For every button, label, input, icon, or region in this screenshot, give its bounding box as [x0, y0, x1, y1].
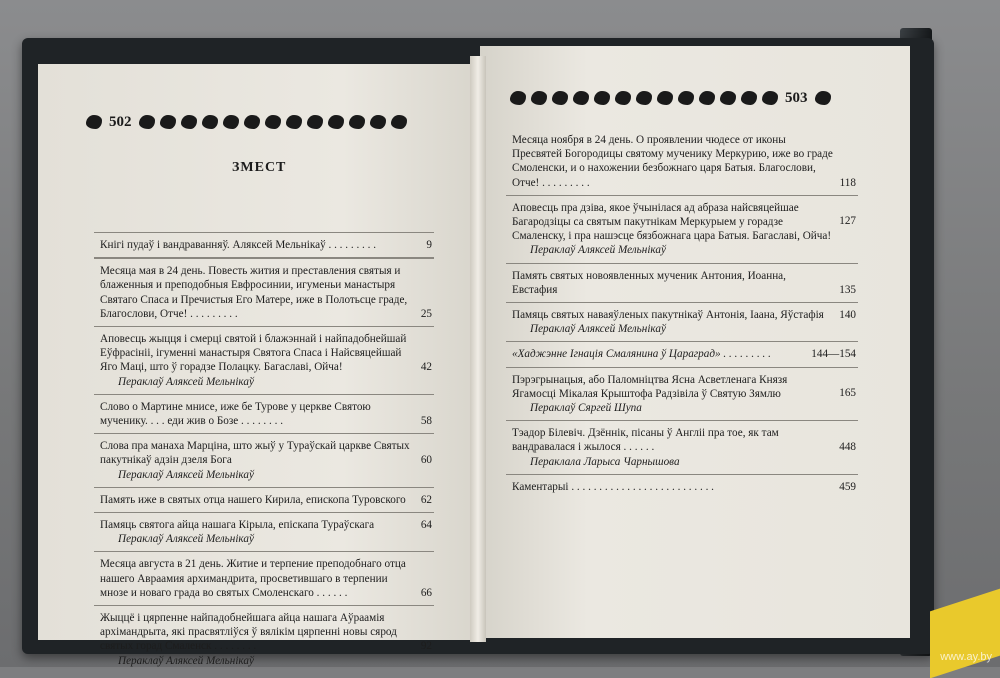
toc-entry-page: 92 — [420, 639, 432, 652]
toc-entry-translator: Пераклаў Аляксей Мельнікаў — [118, 654, 254, 667]
toc-entry-page: 25 — [420, 307, 432, 320]
ornament-icon — [615, 91, 631, 105]
toc-entry — [94, 605, 434, 673]
toc-entry-title: Аповесць жыцця і смерці святой і блажэннай і найпадобнейшай Еўфрасініі, ігуменні манастыря Святога Спаса і Найсвяцейшай Яго Маці, што ў горадзе Полацку. Багаславі, Ойча! — [100, 333, 407, 374]
toc-entry-title: Каментарыі . . . . . . . . . . . . . . . . . . . . . . . . . . — [512, 480, 714, 493]
toc-entry-translator: Пераклала Ларыса Чарнышова — [530, 455, 680, 468]
toc-entry-page: 60 — [420, 453, 432, 466]
ornament-icon — [552, 91, 568, 105]
toc-entry-title: Кнігі пудаў і вандраванняў. Аляксей Мельнікаў . . . . . . . . . — [100, 239, 377, 251]
toc-entry — [94, 326, 434, 394]
ornament-icon — [265, 115, 281, 129]
ornament-icon — [720, 91, 736, 105]
ornament-icon — [573, 91, 589, 105]
toc-entry — [506, 195, 858, 263]
toc-entry-translator: Пераклаў Аляксей Мельнікаў — [118, 533, 254, 546]
ornament-icon — [531, 91, 547, 105]
toc-entry-title: Жыццё і цярпенне найпадобнейшага айца нашага Аўраамія архімандрыта, які прасвятліўся ў вялікім цярпенні новы сярод святых горад Смаленск . . . . . . . . — [100, 612, 397, 653]
toc-entry-page: 127 — [839, 215, 856, 228]
ornament-icon — [678, 91, 694, 105]
toc-entry-title: Тэадор Білевіч. Дзённік, пісаны ў Англіі пра тое, як там вандравалася і жылося . . . . . . — [512, 427, 779, 454]
ornament-icon — [139, 115, 155, 129]
toc-entry-title: Слово о Мартине мнисе, иже бе Турове у церкве Святою мученику. . . . еди жив о Бозе . . . . . . . . — [100, 400, 371, 428]
toc-entry-title: Аповесць пра дзіва, якое ўчынілася ад абраза найсвяцейшае Багародзіцы са святым пакутнікам Меркурыем у горадзе Смаленску, і пра нашэсце бязбожнага цара Батыя. Багаславі, Ойча! — [512, 201, 832, 243]
ornament-icon — [349, 115, 365, 129]
toc-entry — [506, 263, 858, 302]
ornament-icon — [741, 91, 757, 105]
toc-entry — [94, 487, 434, 512]
toc-entry — [506, 341, 858, 366]
toc-entry — [94, 394, 434, 433]
left-page-ornament — [86, 110, 407, 134]
toc-entry-page: 165 — [839, 387, 856, 400]
right-toc — [506, 128, 858, 499]
toc-entry-title: Пэрэгрынацыя, або Паломніцтва Ясна Асветленага Князя Ягамосці Мікалая Крыштофа Радзівіла ў Святую Зямлю — [512, 373, 788, 400]
toc-entry-title: Слова пра манаха Марціна, што жыў у Тураўскай царкве Святых пакутнікаў адзін дзеля Бога — [100, 440, 410, 467]
toc-entry — [94, 512, 434, 551]
ornament-icon — [181, 115, 197, 129]
toc-heading: ЗМЕСТ — [232, 160, 287, 175]
ornament-icon — [699, 91, 715, 105]
ornament-icon — [636, 91, 652, 105]
toc-entry-title: Месяца ноября в 24 день. О проявлении чюдесе от иконы Пресвятей Богородицы святому мученику Меркурию, иже во граде Смоленски, и о нахожении безбожнаго царя Батыя. Благослови, Отче! . . . . . . . . . — [512, 134, 833, 189]
ornament-icon — [510, 91, 526, 105]
toc-entry-page: 66 — [420, 586, 432, 599]
toc-entry-title: Памяць святога айца нашага Кірыла, епіскапа Тураўскага — [100, 519, 375, 532]
toc-entry-translator: Пераклаў Аляксей Мельнікаў — [118, 468, 254, 481]
toc-entry-title: Память иже в святых отца нашего Кирила, епископа Туровского — [100, 493, 406, 506]
right-page-number: 503 — [785, 89, 808, 106]
ornament-icon — [370, 115, 386, 129]
toc-entry-page: 140 — [839, 309, 856, 322]
toc-entry-page: 144—154 — [811, 348, 856, 361]
toc-entry-page: 64 — [420, 519, 432, 532]
toc-entry-page: 118 — [839, 176, 856, 189]
toc-entry-translator: Пераклаў Сяргей Шупа — [530, 402, 642, 415]
toc-entry-page: 42 — [420, 360, 432, 373]
ornament-icon — [223, 115, 239, 129]
ornament-icon — [160, 115, 176, 129]
ornament-icon — [391, 115, 407, 129]
book-gutter — [470, 56, 486, 642]
ornament-icon — [244, 115, 260, 129]
watermark: www.ay.by — [940, 651, 992, 663]
toc-entry — [506, 367, 858, 421]
ornament-icon — [328, 115, 344, 129]
right-page-ornament — [510, 86, 831, 110]
toc-entry-translator: Пераклаў Аляксей Мельнікаў — [530, 323, 666, 336]
ornament-icon — [286, 115, 302, 129]
ornament-icon — [815, 91, 831, 105]
ornament-icon — [657, 91, 673, 105]
toc-entry-translator: Пераклаў Аляксей Мельнікаў — [530, 244, 666, 257]
toc-entry-page: 448 — [839, 440, 856, 453]
toc-entry-translator: Пераклаў Аляксей Мельнікаў — [118, 375, 254, 388]
toc-entry-title: Месяца августа в 21 день. Житие и терпение преподобнаго отца нашего Авраамия архимандрита, просветившаго в терпении мнозе и новаго града во святых Смоленскаго . . . . . . — [100, 558, 406, 599]
left-page-number: 502 — [109, 113, 132, 130]
toc-entry — [506, 474, 858, 499]
toc-entry — [94, 258, 434, 326]
ornament-icon — [86, 115, 102, 129]
toc-entry-title: «Хаджэнне Ігнація Смалянина ў Цараград» . . . . . . . . . — [512, 348, 771, 361]
toc-entry — [506, 302, 858, 341]
left-toc — [94, 232, 434, 673]
ornament-icon — [594, 91, 610, 105]
toc-entry — [94, 433, 434, 487]
toc-entry-title: Память святых новоявленных мученик Антония, Иоанна, Евстафия — [512, 269, 786, 296]
ornament-icon — [202, 115, 218, 129]
ornament-icon — [307, 115, 323, 129]
toc-entry-page: 9 — [426, 239, 432, 251]
toc-entry-title: Месяца мая в 24 день. Повесть жития и преставления святыя и блаженныя и преподобныя Евфросинии, игуменьи манастыря Святаго Спаса и Пречистыя Его Матере, иже в Полотьсце граде, Благослови, Отче! . . . . . . . . . — [100, 265, 408, 320]
toc-entry-page: 135 — [839, 283, 856, 296]
ornament-icon — [762, 91, 778, 105]
toc-entry — [94, 232, 434, 258]
toc-entry-page: 62 — [420, 493, 432, 506]
toc-entry-title: Памяць святых наваяўленых пакутнікаў Антонія, Іаана, Яўстафія — [512, 309, 824, 322]
toc-entry — [506, 420, 858, 474]
toc-entry — [506, 128, 858, 195]
toc-entry-page: 58 — [420, 415, 432, 428]
toc-entry-page: 459 — [839, 480, 856, 493]
toc-entry — [94, 551, 434, 605]
